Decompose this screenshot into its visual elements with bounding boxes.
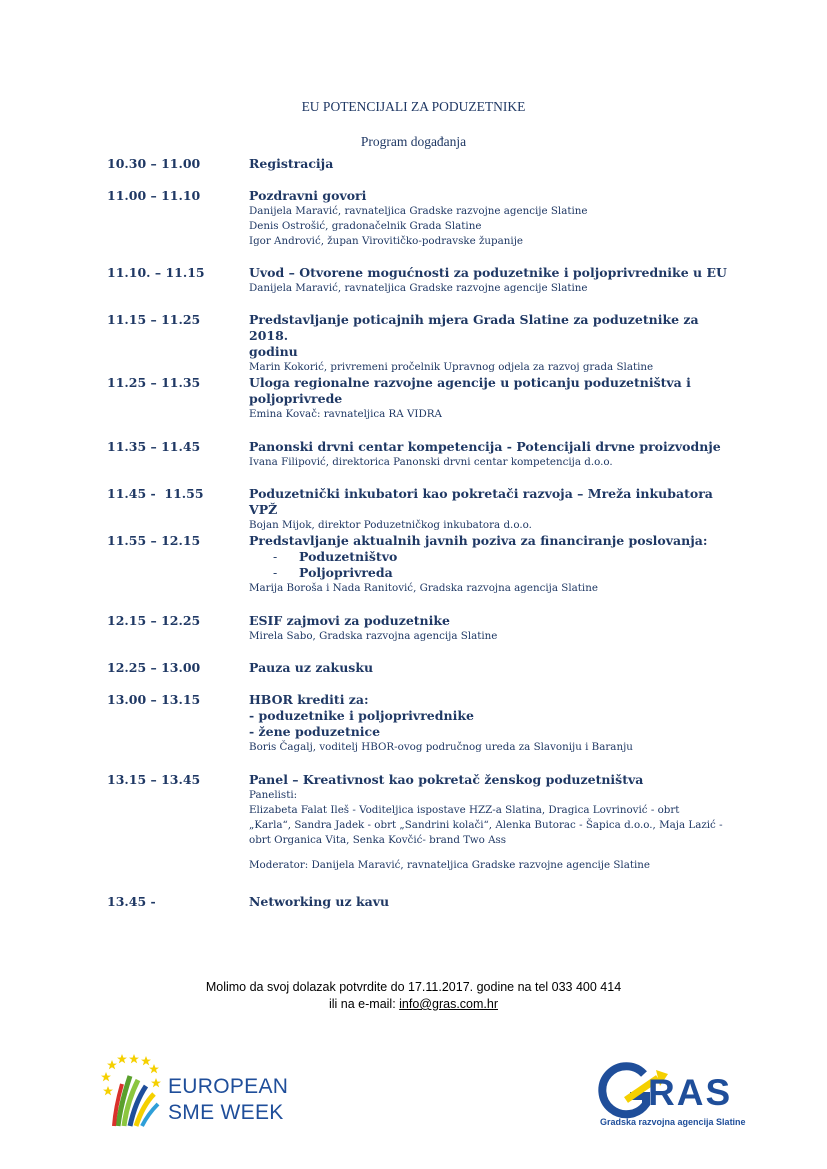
agenda-time: 11.35 – 11.45 [107,439,201,454]
agenda-time: 12.25 – 13.00 [107,660,201,675]
rsvp-email-prefix: ili na e-mail: [328,997,400,1011]
colored-strokes-icon [114,1076,158,1126]
agenda-time: 10.30 – 11.00 [107,156,201,171]
panelists-line: „Karla“, Sandra Jadek - obrt „Sandrini kolači“, Alenka Butorac - Šapica d.o.o., Maja Lazić - [249,819,723,831]
speaker: Ivana Filipović, direktorica Panonski drvni centar kompetencija d.o.o. [249,456,613,468]
gras-logo-caption: Gradska razvojna agencija Slatine [600,1117,746,1127]
speaker: Denis Ostrošić, gradonačelnik Grada Slatine [249,220,482,232]
sme-logo-line2: SME WEEK [168,1101,284,1124]
agenda-heading: Registracija [249,156,334,171]
agenda-heading: Networking uz kavu [249,894,390,909]
list-dash: - [273,549,278,564]
speaker: Bojan Mijok, direktor Poduzetničkog inkubatora d.o.o. [249,519,532,531]
agenda-heading: Panonski drvni centar kompetencija - Potencijali drvne proizvodnje [249,439,721,454]
gras-logo-text: RAS [648,1072,733,1113]
agenda-time: 11.25 – 11.35 [107,375,201,390]
sme-logo-line1: EUROPEAN [168,1075,289,1098]
agenda-time: 13.45 - [107,894,156,909]
agenda-time: 13.00 – 13.15 [107,692,201,707]
agenda-heading: Uloga regionalne razvojne agencije u poticanju poduzetništva i [249,375,691,390]
panelists-label: Panelisti: [249,789,298,801]
rsvp-email-line [0,996,827,1013]
agenda-time: 11.10. – 11.15 [107,265,205,280]
rsvp-note: Molimo da svoj dolazak potvrdite do 17.11.2017. godine na tel 033 400 414 [205,980,622,994]
call-item [249,565,729,581]
agenda-time: 13.15 – 13.45 [107,772,201,787]
credit-target: - poduzetnike i poljoprivrednike [249,708,474,723]
list-dash: - [273,565,278,580]
document-title: EU POTENCIJALI ZA PODUZETNIKE [301,99,526,114]
credit-target: - žene poduzetnice [249,724,381,739]
agenda-heading: Predstavljanje aktualnih javnih poziva za financiranje poslovanja: [249,533,708,548]
agenda-heading-continued: godinu [249,344,298,359]
agenda-heading: Panel – Kreativnost kao pokretač ženskog poduzetništva [249,772,644,787]
call-item-label: Poljoprivreda [299,565,393,580]
email-link[interactable]: info@gras.com.hr [399,997,498,1011]
panelists-line: obrt Organica Vita, Senka Kovčić- brand Two Ass [249,834,507,846]
agenda-time: 12.15 – 12.25 [107,613,201,628]
speaker: Marija Boroša i Nada Ranitović, Gradska razvojna agencija Slatine [249,582,598,594]
panelists-line: Elizabeta Falat Ileš - Voditeljica ispostave HZZ-a Slatina, Dragica Lovrinović - obrt [249,804,680,816]
agenda-heading: HBOR krediti za: [249,692,369,707]
stars-icon [101,1054,161,1095]
agenda-time: 11.45 - 11.55 [107,486,204,501]
speaker: Marin Kokorić, privremeni pročelnik Upravnog odjela za razvoj grada Slatine [249,361,654,373]
document-subtitle: Program događanja [360,134,467,149]
moderator: Moderator: Danijela Maravić, ravnateljica Gradske razvojne agencije Slatine [249,859,650,871]
speaker: Danijela Maravić, ravnateljica Gradske razvojne agencije Slatine [249,205,588,217]
speaker: Boris Čagalj, voditelj HBOR-ovog područnog ureda za Slavoniju i Baranju [249,741,633,753]
agenda-heading: ESIF zajmovi za poduzetnike [249,613,451,628]
agenda-heading: Uvod – Otvorene mogućnosti za poduzetnike i poljoprivrednike u EU [249,265,727,280]
agenda-time: 11.15 – 11.25 [107,312,201,327]
agenda-heading: Pauza uz zakusku [249,660,374,675]
speaker: Igor Andrović, župan Virovitičko-podravske županije [249,235,523,247]
agenda-heading-continued: poljoprivrede [249,391,343,406]
call-item [249,549,729,565]
agenda-heading: Poduzetnički inkubatori kao pokretači razvoja – Mreža inkubatora VPŽ [249,486,713,517]
agenda-heading: Predstavljanje poticajnih mjera Grada Slatine za poduzetnike za 2018. [249,312,699,343]
speaker: Emina Kovač: ravnateljica RA VIDRA [249,408,442,420]
call-item-label: Poduzetništvo [299,549,398,564]
speaker: Mirela Sabo, Gradska razvojna agencija Slatine [249,630,498,642]
speaker: Danijela Maravić, ravnateljica Gradske razvojne agencije Slatine [249,282,588,294]
agenda-time: 11.55 – 12.15 [107,533,201,548]
agenda-heading: Pozdravni govori [249,188,367,203]
agenda-time: 11.00 – 11.10 [107,188,201,203]
